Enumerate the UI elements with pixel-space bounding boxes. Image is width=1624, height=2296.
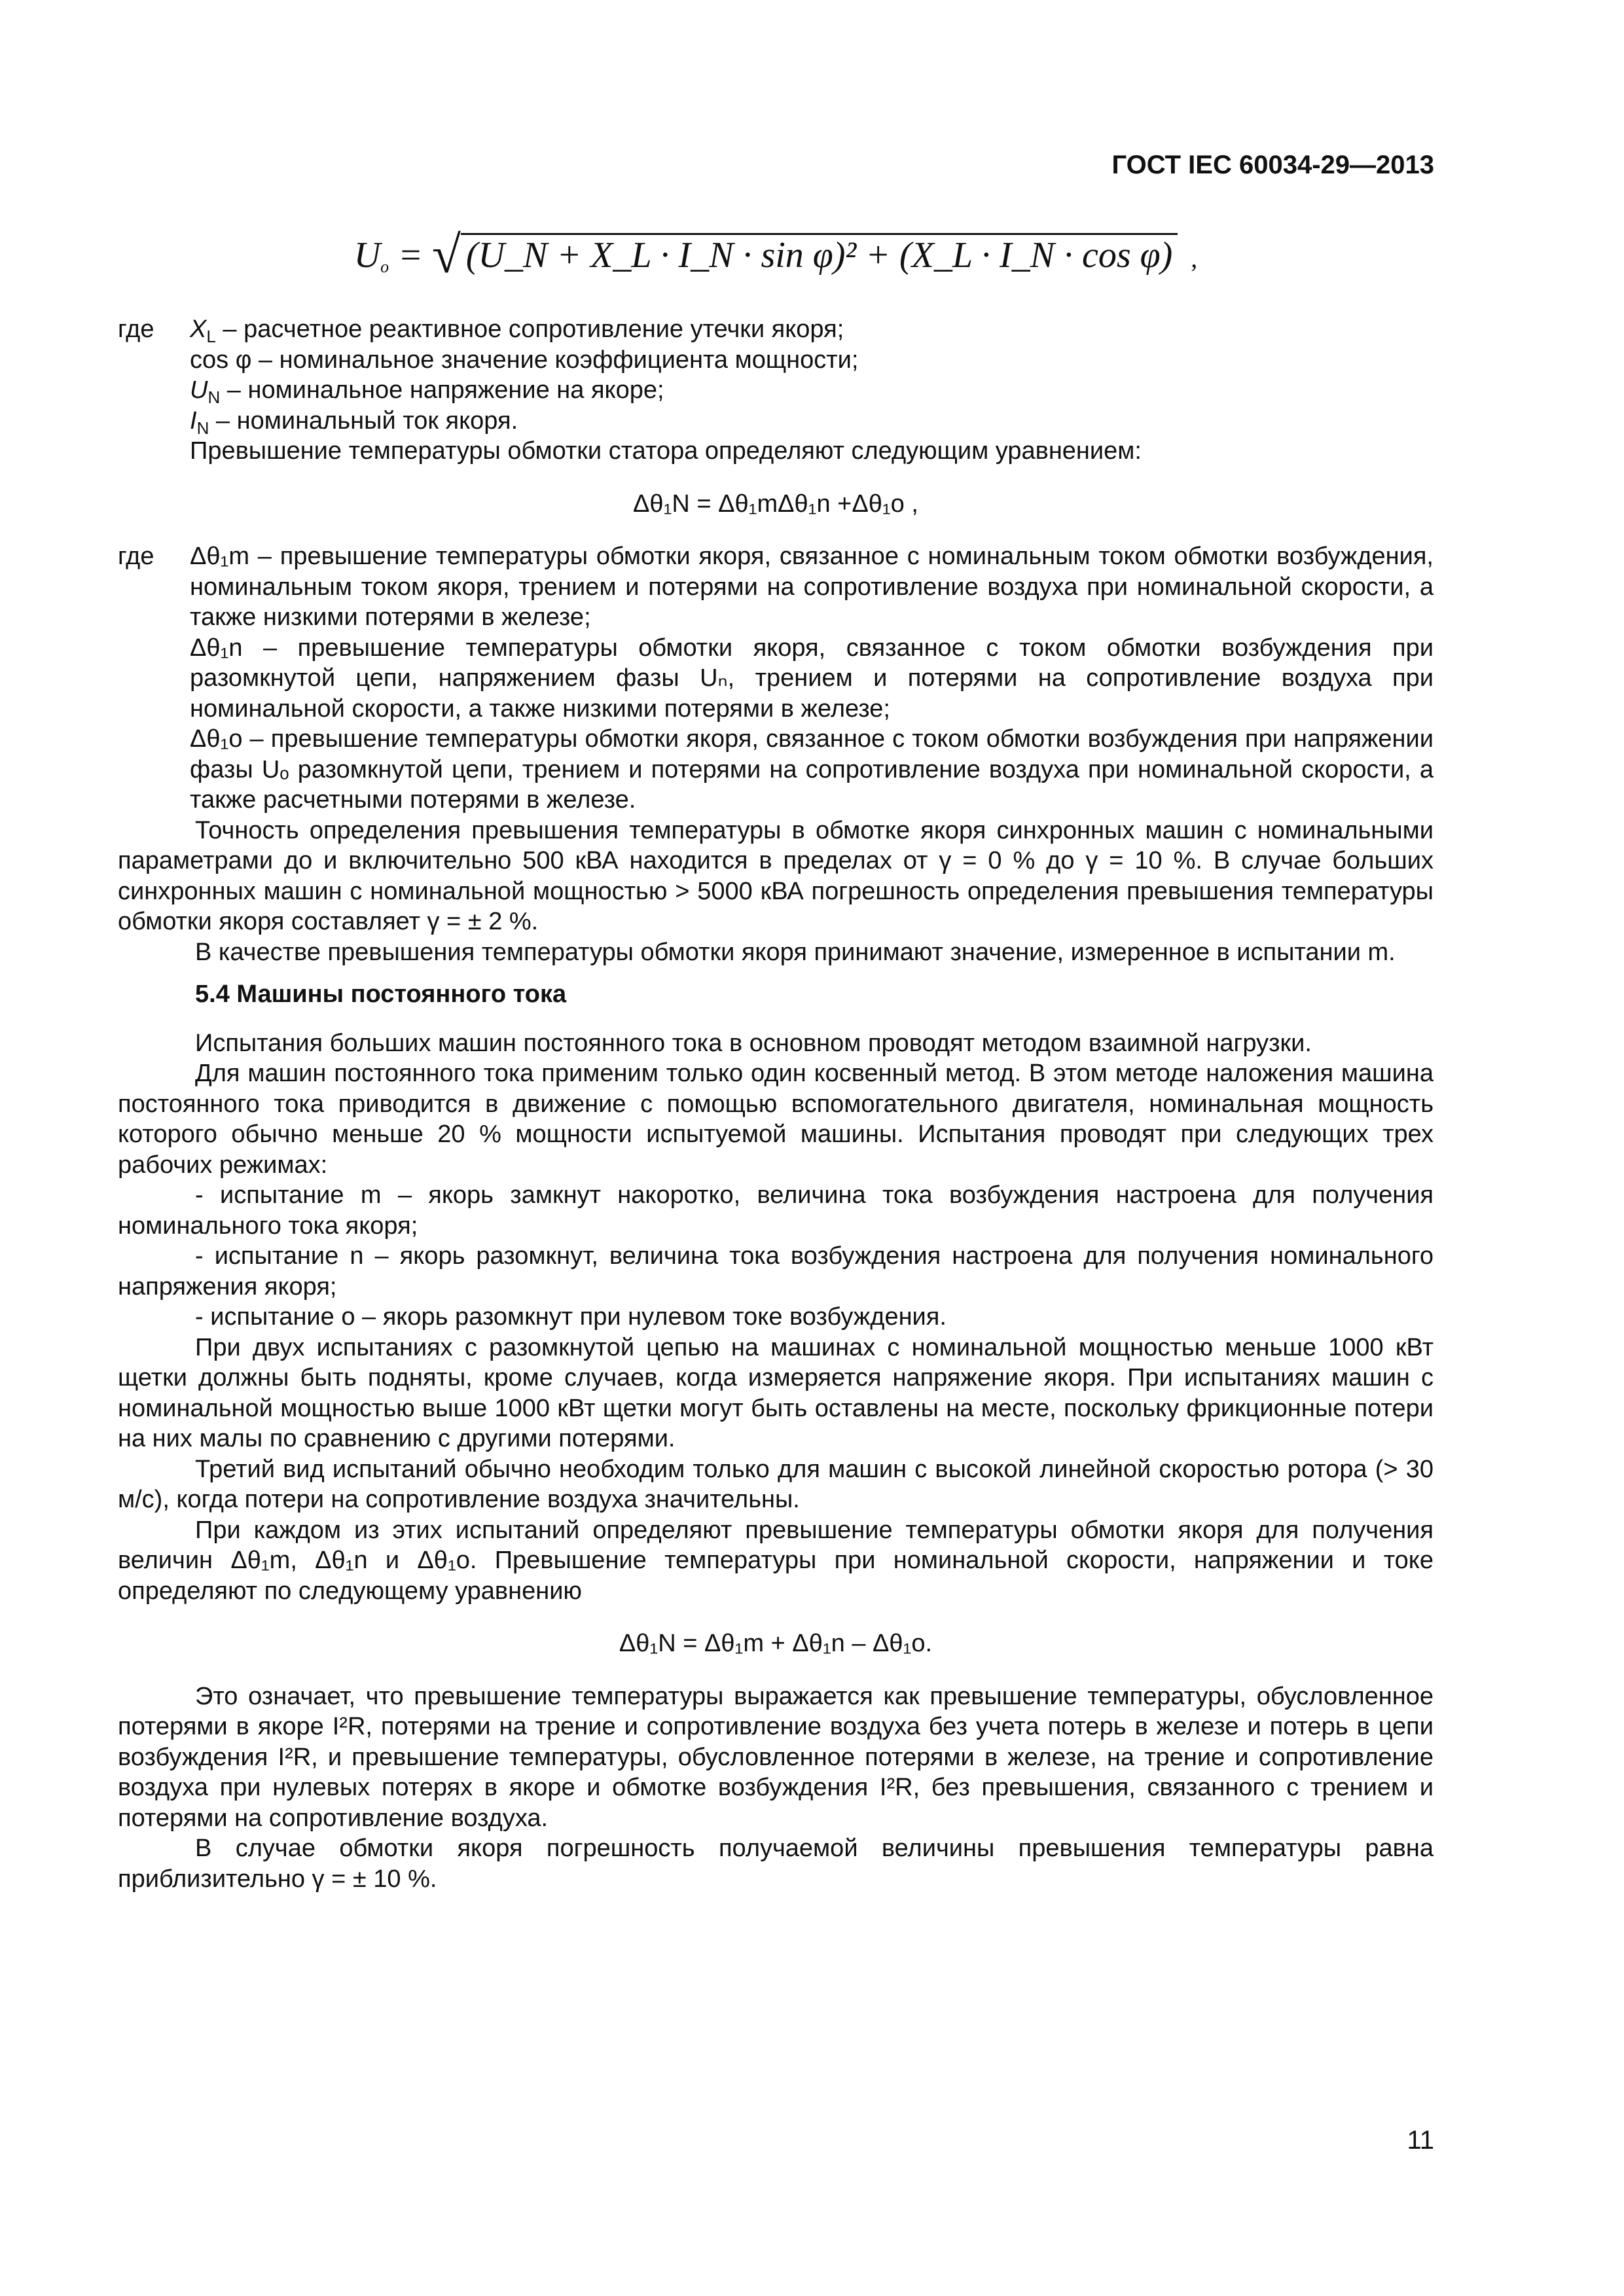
paragraph-each-test: При каждом из этих испытаний определяют превышение температуры обмотки якоря для получения величин Δθ₁m, Δθ₁n и Δθ₁o. Превышение температуры при номинальной скорости, напряжении и токе определяют по следующему уравнению — [118, 1516, 1434, 1605]
formula-radicand: (U_N + X_L · I_N · sin φ)² + (X_L · I_N · cos φ) — [461, 233, 1178, 276]
list-item-test-m: - испытание m – якорь замкнут накоротко, величина тока возбуждения настроена для получения номинального тока якоря; — [118, 1181, 1434, 1240]
definition-cos-phi — [190, 345, 1434, 376]
formula-dc-temperature: Δθ₁N = Δθ₁m + Δθ₁n – Δθ₁o. — [619, 1630, 933, 1657]
section-heading: 5.4 Машины постоянного тока — [195, 980, 567, 1008]
formula-lhs: U — [353, 235, 381, 276]
square-root-sign: √ — [431, 226, 461, 284]
definition-xl — [190, 314, 1434, 345]
where-word: где — [118, 543, 154, 570]
formula-stator-temperature: Δθ₁N = Δθ₁mΔθ₁n +Δθ₁o , — [633, 490, 918, 518]
paragraph-meaning: Это означает, что превышение температуры выражается как превышение температуры, обусловленное потерями в якоре I²R, потерями на трение и сопротивление воздуха без учета потерь в железе и потерь в цепи возбуждения I²R, и превышение температуры, обусловленное потерями в железе, на трение и сопротивление воздуха при нулевых потерях в якоре и обмотке возбуждения I²R, без превышения, связанного с трением и потерями на сопротивление воздуха. — [118, 1682, 1434, 1832]
definition-in — [190, 406, 1434, 437]
paragraph-accuracy: Точность определения превышения температуры в обмотке якоря синхронных машин с номинальными параметрами до и включительно 500 кВА находится в пределах от γ = 0 % до γ = 10 %. В случае больших синхронных машин с номинальной мощностью > 5000 кВА погрешность определения превышения температуры обмотки якоря составляет γ = ± 2 %. — [118, 816, 1434, 935]
definition-dtheta-1o: Δθ₁o – превышение температуры обмотки якоря, связанное с током обмотки возбуждения при напряжении фазы Uₒ разомкнутой цепи, трением и потерями на сопротивление воздуха при номинальной скорости, а также расчетными потерями в железе. — [190, 725, 1434, 814]
symbol: I — [190, 406, 197, 435]
paragraph-measured-value: В качестве превышения температуры обмотки якоря принимают значение, измеренное в испытании m. — [195, 938, 1396, 966]
definition-dtheta-1m: Δθ₁m – превышение температуры обмотки якоря, связанное с номинальным током обмотки возбуждения, номинальным током якоря, трением и потерями на сопротивление воздуха при номинальной скорости, а также низкими потерями в железе; — [190, 543, 1434, 631]
paragraph-dc-mutual-load: Испытания больших машин постоянного тока в основном проводят методом взаимной нагрузки. — [195, 1029, 1312, 1057]
symbol: cos φ — [190, 346, 252, 374]
page-number: 11 — [1407, 2126, 1434, 2155]
list-item-test-n: - испытание n – якорь разомкнут, величина тока возбуждения настроена для получения номинального напряжения якоря; — [118, 1242, 1434, 1300]
where-word: где — [118, 315, 154, 343]
page-body — [118, 216, 1434, 1894]
formula-equals: = — [389, 235, 432, 276]
symbol: U — [190, 376, 208, 404]
list-item-test-o: - испытание o – якорь разомкнут при нулевом токе возбуждения. — [195, 1303, 947, 1331]
definition-dtheta-1n: Δθ₁n – превышение температуры обмотки якоря, связанное с током обмотки возбуждения при разомкнутой цепи, напряжением фазы Uₙ, трением и потерями на сопротивление воздуха при номинальной скорости, а также низкими потерями в железе; — [190, 634, 1434, 723]
symbol-subscript: L — [206, 327, 216, 346]
definition-text: – номинальное напряжение на якоре; — [220, 376, 664, 404]
symbol: X — [190, 315, 207, 343]
formula-trailing-comma: , — [1191, 243, 1198, 273]
symbol-subscript: N — [208, 387, 221, 407]
document-code-header: ГОСТ IEC 60034-29—2013 — [1111, 151, 1434, 179]
formula-lhs-subscript: o — [380, 257, 389, 276]
where-block-2 — [118, 541, 1434, 816]
symbol-subscript: N — [196, 418, 209, 438]
definition-un — [190, 375, 1434, 406]
definition-text: – расчетное реактивное сопротивление утечки якоря; — [215, 315, 844, 343]
paragraph-dc-indirect-method: Для машин постоянного тока применим только один косвенный метод. В этом методе наложения машина постоянного тока приводится в движение с помощью вспомогательного двигателя, номинальная мощность которого обычно меньше 20 % мощности испытуемой машины. Испытания проводят при следующих трех рабочих режимах: — [118, 1060, 1434, 1179]
paragraph-stator: Превышение температуры обмотки статора определяют следующим уравнением: — [190, 437, 1142, 465]
where-block-1 — [118, 314, 1434, 467]
definition-list-2 — [190, 541, 1434, 816]
paragraph-brushes: При двух испытаниях с разомкнутой цепью на машинах с номинальной мощностью меньше 1000 кВт щетки должны быть подняты, кроме случаев, когда измеряется напряжение якоря. При испытаниях машин с номинальной мощностью выше 1000 кВт щетки могут быть оставлены на месте, поскольку фрикционные потери на них малы по сравнению с другими потерями. — [118, 1333, 1434, 1452]
definition-text: – номинальный ток якоря. — [209, 406, 518, 435]
definition-text: – номинальное значение коэффициента мощности; — [251, 346, 859, 374]
paragraph-error: В случае обмотки якоря погрешность получаемой величины превышения температуры равна приблизительно γ = ± 10 %. — [118, 1835, 1434, 1893]
definition-list-1 — [190, 314, 1434, 467]
formula-open-circuit-voltage — [118, 226, 1434, 285]
paragraph-third-test: Третий вид испытаний обычно необходим только для машин с высокой линейной скоростью ротора (> 30 м/с), когда потери на сопротивление воздуха значительны. — [118, 1455, 1434, 1513]
